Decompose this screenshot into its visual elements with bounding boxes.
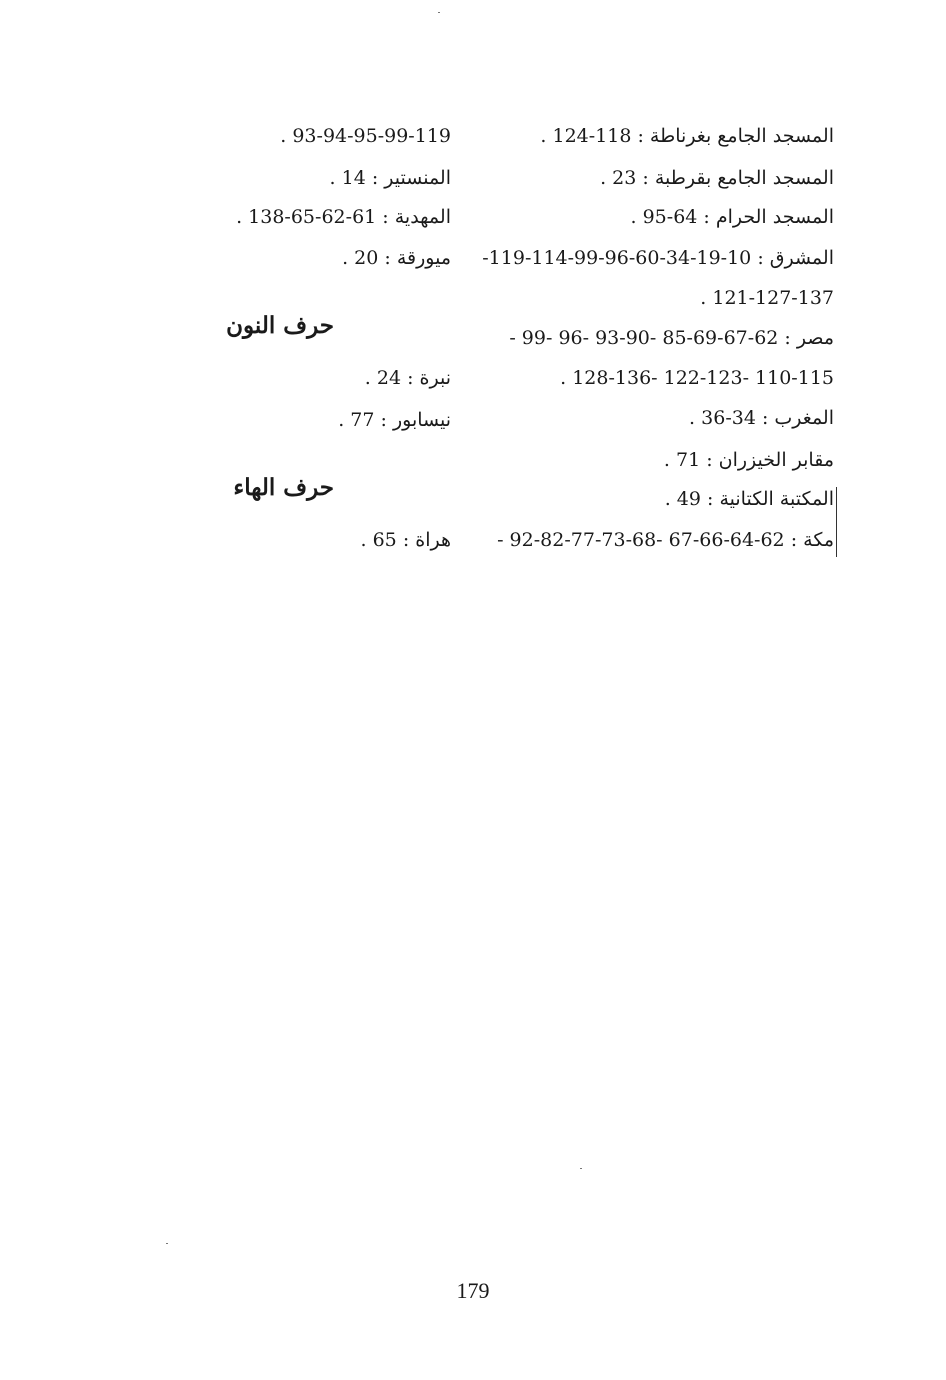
margin-rule [836,487,837,557]
index-entry: المسجد الجامع بغرناطة : 118-124 . [540,125,834,147]
index-entry: المشرق : 10-19-34-60-96-99-114-119- [482,247,834,269]
index-entry-continuation: 121-127-137 . [700,287,834,309]
index-entry-continuation: 110-115 -122-123 -128-136 . [560,367,834,389]
index-entry: نيسابور : 77 . [338,409,451,431]
index-entry: المغرب : 34-36 . [689,407,834,429]
index-entry-continuation: 93-94-95-99-119 . [280,125,451,147]
index-entry: المنستير : 14 . [329,167,451,189]
index-entry: هراة : 65 . [360,529,451,551]
scan-speck [438,12,440,13]
section-heading-nun: حرف النون [226,312,334,339]
index-entry: نبرة : 24 . [364,367,451,389]
scan-speck [580,1168,582,1169]
index-entry: مكة : 62-64-66-67 -68-73-77-82-92 - [497,529,834,551]
index-entry: مصر : 62-67-69-85 -90-93 -96 -99 - [509,327,834,349]
section-heading-ha: حرف الهاء [233,474,334,501]
page-number: 179 [456,1278,490,1303]
index-entry: ميورقة : 20 . [342,247,451,269]
index-entry: المسجد الجامع بقرطبة : 23 . [600,167,834,189]
index-entry: مقابر الخيزران : 71 . [663,449,834,471]
scan-speck [166,1243,168,1244]
index-entry: المهدية : 61-62-65-138 . [236,206,451,228]
index-entry: المسجد الحرام : 64-95 . [630,206,834,228]
index-entry: المكتبة الكتانية : 49 . [664,488,834,510]
